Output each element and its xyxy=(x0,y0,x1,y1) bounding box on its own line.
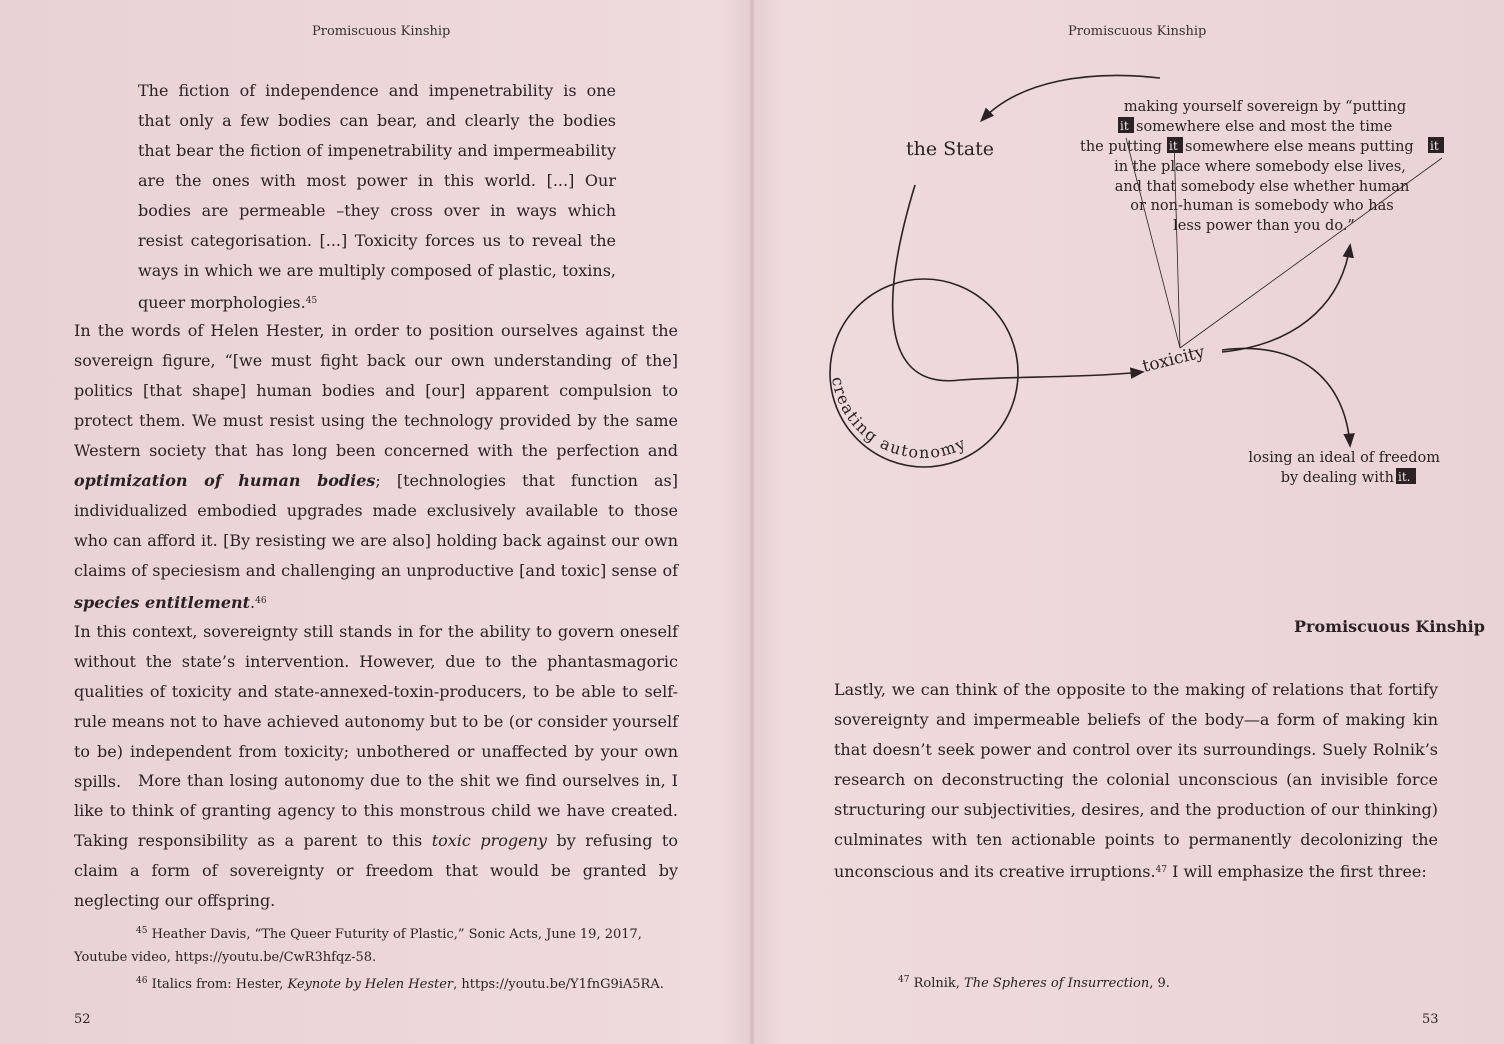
footnote-text: Rolnik, xyxy=(909,976,965,991)
footnote-number: 45 xyxy=(136,926,148,936)
footnote-text: , https://youtu.be/Y1fnG9iA5RA. xyxy=(453,977,664,992)
paragraph-sovereignty: In this context, sovereignty still stands in for the ability to govern oneself without the state’s intervention. However, due to the phantasmagoric qualities of toxicity and state-annexed-toxin-producers, to be able to self-rule means not to have achieved autonomy but to be (or consider yourself to be) independent from toxicity; unbothered or unaffected by your own spills. xyxy=(74,622,678,791)
section-title: Promiscuous Kinship xyxy=(1294,617,1485,636)
quote-line: less power than you do.” xyxy=(1173,218,1355,234)
it-marker: it xyxy=(1120,119,1129,133)
footnote-45 xyxy=(74,920,678,969)
footnote-ref-45[interactable]: 45 xyxy=(305,296,318,306)
state-label: the State xyxy=(906,138,995,160)
paragraph-text: I will emphasize the first three: xyxy=(1167,862,1427,881)
arrow-toxicity-up xyxy=(1222,246,1350,352)
paragraph-text: Lastly, we can think of the opposite to the making of relations that fortify sovereignty and impermeable beliefs of the body—a form of making kin that doesn’t seek power and control over its surroundings. Suely Rolnik’s research on deconstructing the colonial unconscious (an invisible force structuring our subjectivities, desires, and the production of our thinking) culminates with ten actionable points to permanently decolonizing the unconscious and its creative irruptions. xyxy=(834,680,1438,881)
footnote-ref-46[interactable]: 46 xyxy=(255,596,267,606)
paragraph-text: . xyxy=(250,593,256,612)
block-quote-text: The fiction of independence and impenetrability is one that only a few bodies can bear, and clearly the bodies that bear the fiction of impenetrability and impermeability are the ones with most power in this world. [...] Our bodies are permeable –they cross over in ways which resist categorisation. [...] Toxicity forces us to reveal the ways in which we are multiply composed of plastic, toxins, queer morphologies. xyxy=(138,81,616,312)
footnote-number: 47 xyxy=(898,975,910,985)
it-marker: it xyxy=(1430,139,1439,153)
quote-line: somewhere else means putting xyxy=(1185,139,1414,155)
footnote-emphasis: Keynote by Helen Hester xyxy=(287,977,454,992)
running-head-right: Promiscuous Kinship xyxy=(1068,24,1207,39)
footnote-text: , 9. xyxy=(1149,976,1170,991)
emphasis-optimization: optimization of human bodies xyxy=(74,471,376,490)
freedom-caption xyxy=(1248,450,1440,486)
arrow-state-to-toxicity xyxy=(893,185,1142,381)
quote-line: the putting xyxy=(1080,139,1162,155)
emphasis-species-entitlement: species entitlement xyxy=(74,593,251,612)
footnote-ref-47[interactable]: 47 xyxy=(1155,865,1167,875)
quote-line: and that somebody else whether human xyxy=(1114,179,1410,195)
paragraph-hester xyxy=(74,316,678,618)
quote-line: making yourself sovereign by “putting xyxy=(1123,99,1407,115)
emphasis-toxic-progeny: toxic progeny xyxy=(431,831,547,850)
circle-label xyxy=(828,375,970,462)
footnote-47 xyxy=(898,969,1298,995)
freedom-line: losing an ideal of freedom xyxy=(1248,450,1440,466)
block-quote xyxy=(138,76,616,318)
it-marker: it xyxy=(1169,139,1178,153)
paragraph-text: by refusing to claim a form of sovereignty or freedom that would be granted by neglecting our offspring. xyxy=(74,831,678,910)
quote-line: in the place where somebody else lives, xyxy=(1114,159,1406,175)
book-gutter xyxy=(749,0,755,1044)
toxicity-diagram xyxy=(760,60,1504,500)
page-number-right: 53 xyxy=(1422,1012,1439,1027)
diagram-quote xyxy=(1080,99,1444,234)
autonomy-circle xyxy=(827,279,1018,467)
circle-label-path: creating autonomy xyxy=(827,375,970,463)
footnote-46 xyxy=(136,970,696,996)
running-head-left: Promiscuous Kinship xyxy=(312,24,451,39)
footnote-text: Heather Davis, “The Queer Futurity of Plastic,” Sonic Acts, June 19, 2017, Youtube video, https://youtu.be/CwR3hfqz-58. xyxy=(74,927,642,965)
paragraph-text: More than losing autonomy due to the shit we find ourselves in, I like to think of granting agency to this monstrous child we have created. Taking responsibility as a parent to this xyxy=(74,771,678,850)
quote-line: or non-human is somebody who has xyxy=(1130,198,1394,214)
paragraph-rolnik xyxy=(834,675,1438,887)
it-marker: it. xyxy=(1398,470,1411,484)
paragraph-agency xyxy=(74,766,678,916)
quote-line: somewhere else and most the time xyxy=(1136,119,1393,135)
freedom-line: by dealing with xyxy=(1280,470,1394,486)
footnote-text: Italics from: Hester, xyxy=(147,977,288,992)
paragraph-text: In the words of Helen Hester, in order to position ourselves against the sovereign figure, “[we must fight back our own understanding of the] politics [that shape] human bodies and [our] apparent compulsion to protect them. We must resist using the technology provided by the same Western society that has long been concerned with the perfection and xyxy=(74,321,678,460)
arrow-toxicity-down xyxy=(1222,348,1350,445)
footnote-number: 46 xyxy=(136,976,148,986)
page-number-left: 52 xyxy=(74,1012,91,1027)
toxicity-label: toxicity xyxy=(1140,342,1207,377)
footnote-emphasis: The Spheres of Insurrection xyxy=(964,976,1150,991)
paragraph-text: ; [technologies that function as] individualized embodied upgrades made exclusively available to those who can afford it. [By resisting we are also] holding back against our own claims of speciesism and challenging an unproductive [and toxic] sense of xyxy=(74,471,678,580)
